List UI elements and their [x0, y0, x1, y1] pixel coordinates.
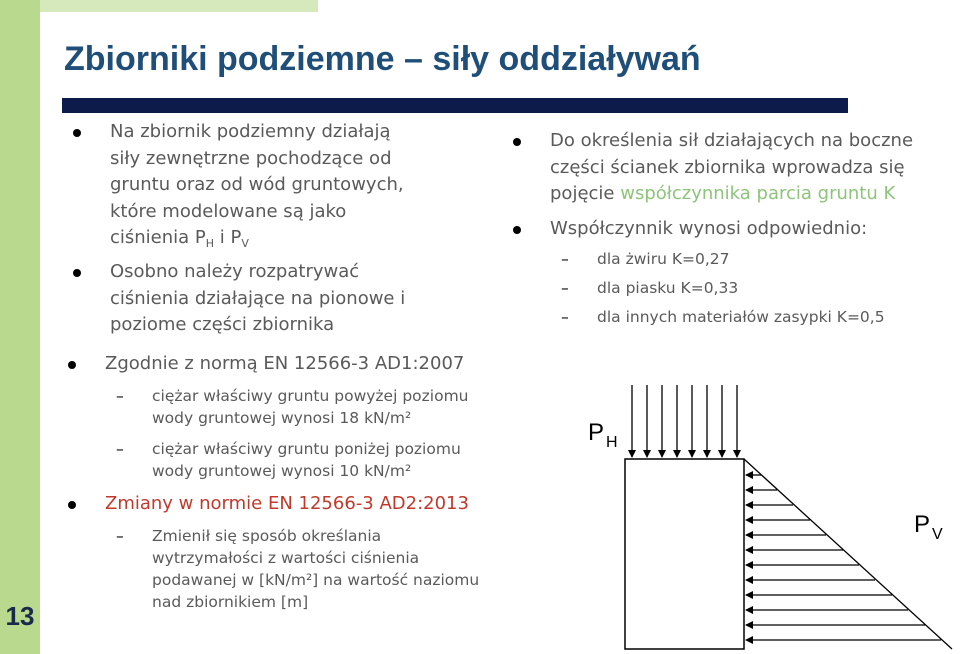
- text-line: [110, 225, 404, 254]
- text-line: gruntu oraz od wód gruntowych,: [110, 174, 404, 195]
- text-line: ciężar właściwy gruntu powyżej poziomu: [152, 387, 469, 405]
- left-bullet-separate: [110, 259, 405, 339]
- text-line: które modelowane są jako: [110, 200, 347, 222]
- subscript: H: [205, 237, 215, 250]
- bullet-dot: [73, 129, 81, 137]
- left-bullet-norm-2013: [105, 491, 469, 518]
- text-line: Zmiany w normie EN 12566-3 AD2:2013: [105, 493, 469, 514]
- dash-marker: –: [561, 279, 569, 297]
- right-bullet-coefficients: [550, 216, 867, 243]
- dash-item-other: [561, 306, 885, 328]
- text-line: Współczynnik wynosi odpowiednio:: [550, 218, 868, 239]
- dash-marker: –: [561, 250, 569, 268]
- text-line: Zmienił się sposób określania: [152, 527, 382, 545]
- text-line: ciężar właściwy gruntu poniżej poziomu: [152, 440, 461, 458]
- bullet-dot: [68, 361, 76, 369]
- side-decoration-strip: [0, 0, 40, 654]
- dash-item-gravel: [561, 248, 730, 270]
- pv-label: P $_V$: [914, 511, 943, 543]
- slide-title: Zbiorniki podziemne – siły oddziaływań: [64, 40, 701, 78]
- dash-marker: –: [116, 527, 124, 545]
- bullet-dot: [73, 269, 81, 277]
- bullet-dot: [68, 501, 76, 509]
- text-line: części ścianek zbiornika wprowadza się: [550, 156, 905, 178]
- dash-item-changed-method: [116, 525, 480, 613]
- pressure-diagram: [578, 365, 960, 654]
- text-line: siły zewnętrzne pochodzące od: [110, 147, 392, 169]
- text-line: dla żwiru K=0,27: [597, 250, 730, 268]
- text-line: Na zbiornik podziemny działają: [110, 121, 391, 142]
- text-line: [550, 181, 913, 208]
- vertical-pressure-arrows: [632, 385, 737, 457]
- text-line: wody gruntowej wynosi 18 kN/m²: [152, 409, 412, 427]
- tank-outline: [625, 459, 744, 649]
- left-bullet-norm-2007: [105, 351, 464, 378]
- right-bullet-definition: [550, 128, 913, 208]
- dash-item-sand: [561, 277, 739, 299]
- text-line: Do określenia sił działających na boczne: [550, 130, 914, 151]
- dash-marker: –: [116, 387, 124, 405]
- text-fragment: i P: [214, 227, 242, 248]
- dash-marker: –: [116, 440, 124, 458]
- text-line: dla piasku K=0,33: [597, 279, 739, 297]
- bullet-dot: [513, 138, 521, 146]
- text-line: wytrzymałości z wartości ciśnienia: [152, 549, 420, 567]
- highlight-term: współczynnika parcia gruntu K: [620, 183, 896, 204]
- left-bullet-forces: [110, 119, 404, 254]
- text-line: Zgodnie z normą EN 12566-3 AD1:2007: [105, 353, 465, 374]
- horizontal-pressure-arrows: [746, 475, 941, 640]
- title-underline-bar: [62, 98, 848, 113]
- text-fragment: pojęcie: [550, 183, 621, 204]
- slide-number: 13: [5, 601, 35, 631]
- dash-item-weight-above: [116, 385, 469, 429]
- text-line: poziome części zbiornika: [110, 314, 335, 335]
- text-line: Osobno należy rozpatrywać: [110, 261, 360, 282]
- pressure-envelope: [744, 459, 952, 649]
- text-fragment: ciśnienia P: [110, 227, 206, 248]
- dash-item-weight-below: [116, 438, 461, 482]
- text-line: wody gruntowej wynosi 10 kN/m²: [152, 462, 412, 480]
- text-line: nad zbiornikiem [m]: [152, 593, 309, 611]
- text-line: podawanej w [kN/m²] na wartość naziomu: [152, 571, 480, 589]
- subscript: V: [241, 237, 249, 250]
- top-decoration-strip: [40, 0, 318, 12]
- text-line: dla innych materiałów zasypki K=0,5: [597, 308, 885, 326]
- text-line: ciśnienia działające na pionowe i: [110, 287, 406, 309]
- ph-label: P $_H$: [588, 419, 618, 451]
- dash-marker: –: [561, 308, 569, 326]
- bullet-dot: [513, 226, 521, 234]
